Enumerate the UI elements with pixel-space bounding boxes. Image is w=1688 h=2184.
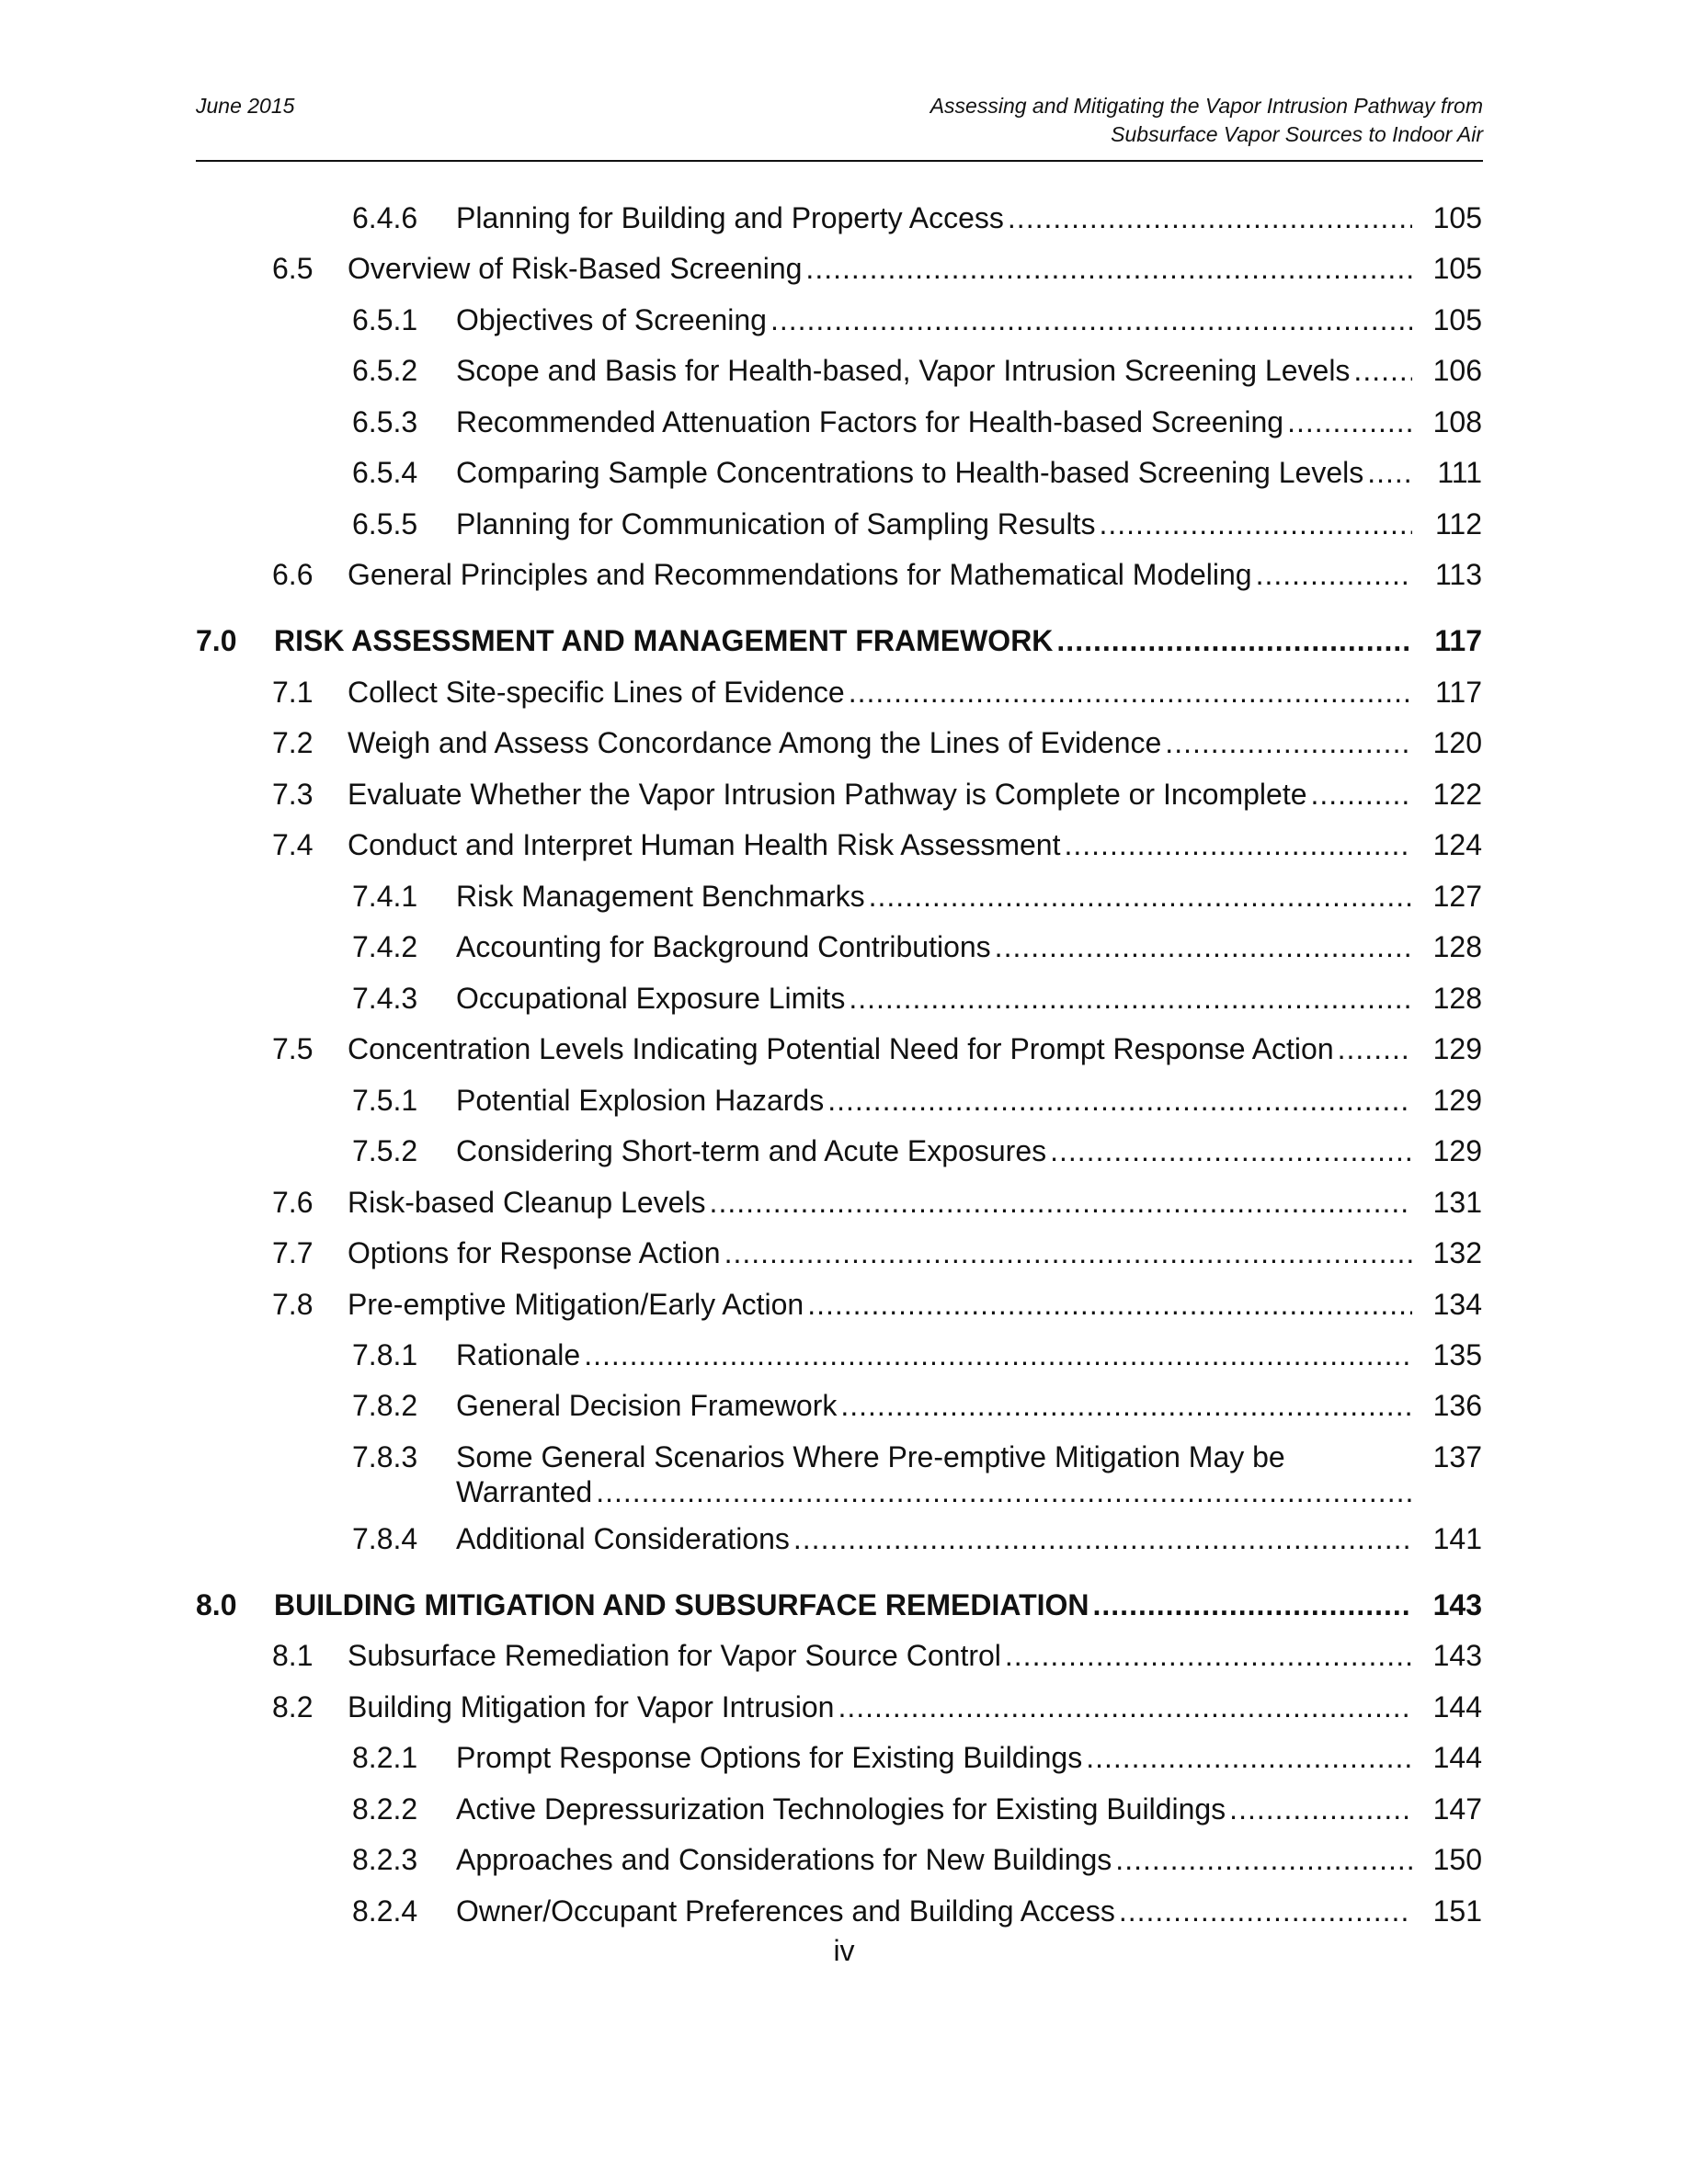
toc-entry-page: 143 (1432, 1639, 1482, 1672)
toc-entry-number: 6.6 (272, 558, 314, 591)
toc-entry-page: 117 (1434, 676, 1482, 709)
toc-entry-text (348, 1689, 1418, 1724)
toc-entry-number: 6.5.4 (352, 456, 418, 489)
toc-entry (272, 827, 1482, 864)
toc-entry-text (456, 879, 1418, 914)
toc-entry-page: 137 (1432, 1440, 1482, 1473)
toc-entry-text (456, 200, 1418, 235)
toc-entry (352, 1388, 1482, 1425)
toc-entry-title: Weigh and Assess Concordance Among the Lines of Evidence (348, 726, 1162, 759)
toc-entry (352, 506, 1482, 543)
toc-dot-leader (710, 1185, 1412, 1220)
toc-entry-title: Warranted (456, 1475, 593, 1508)
toc-entry-page: 111 (1437, 456, 1482, 489)
toc-entry-text (456, 1083, 1418, 1118)
toc-entry (352, 1337, 1482, 1374)
toc-entry-number: 6.5.2 (352, 354, 418, 387)
toc-dot-leader (584, 1337, 1412, 1372)
toc-entry-number: 7.3 (272, 778, 314, 811)
toc-entry (352, 1083, 1482, 1120)
toc-entry-page: 105 (1432, 201, 1482, 234)
toc-entry (352, 1439, 1482, 1513)
toc-entry (352, 404, 1482, 441)
toc-entry-page: 131 (1432, 1186, 1482, 1219)
toc-dot-leader (1093, 1587, 1413, 1622)
toc-entry-title: Planning for Building and Property Access (456, 201, 1004, 234)
toc-entry-text (456, 981, 1418, 1016)
toc-entry-page: 129 (1432, 1084, 1482, 1117)
toc-entry-text (456, 1133, 1418, 1168)
toc-entry-text (348, 777, 1418, 812)
toc-entry-page: 150 (1432, 1843, 1482, 1876)
toc-entry-page: 112 (1434, 507, 1482, 540)
toc-entry-number: 7.4 (272, 828, 314, 861)
toc-entry-title-line-1: Some General Scenarios Where Pre-emptive Mitigation May be (456, 1440, 1285, 1473)
toc-entry-title: Concentration Levels Indicating Potential Need for Prompt Response Action (348, 1032, 1334, 1065)
header-rule (196, 160, 1483, 162)
toc-entry-page: 128 (1432, 982, 1482, 1015)
toc-entry-number: 7.1 (272, 676, 314, 709)
toc-dot-leader (1353, 353, 1412, 388)
toc-entry-page: 117 (1434, 624, 1482, 657)
toc-entry-page: 105 (1432, 303, 1482, 336)
toc-entry-title: Rationale (456, 1338, 581, 1371)
toc-entry-number: 7.5.1 (352, 1084, 418, 1117)
toc-entry-title: Accounting for Background Contributions (456, 930, 991, 963)
toc-entry-page: 120 (1432, 726, 1482, 759)
toc-dot-leader (1119, 1894, 1412, 1928)
toc-entry-text (456, 1474, 1418, 1509)
toc-entry-title: Subsurface Remediation for Vapor Source Control (348, 1639, 1001, 1672)
toc-entry-text (348, 557, 1418, 592)
toc-entry (352, 1842, 1482, 1879)
toc-entry-text (348, 675, 1418, 710)
toc-entry-title: BUILDING MITIGATION AND SUBSURFACE REMEDIATION (274, 1588, 1089, 1621)
toc-entry-text (348, 251, 1418, 286)
toc-entry-text (456, 506, 1418, 541)
toc-entry-number: 8.2.4 (352, 1894, 418, 1928)
toc-entry (272, 675, 1482, 711)
toc-dot-leader (793, 1521, 1412, 1556)
toc-entry-number: 6.4.6 (352, 201, 418, 234)
toc-entry-text (456, 1388, 1418, 1423)
toc-entry-text (456, 302, 1418, 337)
toc-entry-number: 7.8.3 (352, 1440, 418, 1473)
toc-entry-text (348, 1638, 1418, 1673)
header-document-title (930, 92, 1483, 149)
toc-entry-number: 8.2 (272, 1690, 314, 1723)
toc-entry-number: 8.2.3 (352, 1843, 418, 1876)
toc-entry-text (456, 1740, 1418, 1775)
toc-dot-leader (805, 251, 1412, 286)
toc-entry-number: 7.4.1 (352, 880, 418, 913)
toc-entry-page: 127 (1432, 880, 1482, 913)
toc-entry (272, 1031, 1482, 1068)
toc-dot-leader (995, 929, 1412, 964)
toc-entry (272, 557, 1482, 594)
toc-entry-title: Scope and Basis for Health-based, Vapor Intrusion Screening Levels (456, 354, 1351, 387)
toc-entry-text (348, 827, 1418, 862)
toc-entry (272, 251, 1482, 288)
toc-entry-text (456, 1337, 1418, 1372)
toc-entry-title: Occupational Exposure Limits (456, 982, 846, 1015)
toc-dot-leader (869, 879, 1412, 914)
toc-entry (272, 1287, 1482, 1324)
page-header (196, 92, 1483, 161)
toc-entry (352, 200, 1482, 237)
toc-entry (272, 725, 1482, 762)
toc-entry-number: 7.5.2 (352, 1134, 418, 1167)
toc-entry-number: 7.4.2 (352, 930, 418, 963)
toc-entry-title: Conduct and Interpret Human Health Risk Assessment (348, 828, 1061, 861)
toc-entry (272, 777, 1482, 813)
toc-entry-title: General Principles and Recommendations for Mathematical Modeling (348, 558, 1252, 591)
toc-dot-leader (1056, 623, 1412, 658)
toc-entry-number: 7.7 (272, 1236, 314, 1269)
toc-entry-number: 6.5 (272, 252, 314, 285)
toc-entry-text (274, 623, 1418, 658)
toc-entry-text (456, 1521, 1418, 1556)
toc-dot-leader (827, 1083, 1412, 1118)
toc-entry-number: 7.8.4 (352, 1522, 418, 1555)
toc-entry-number: 8.1 (272, 1639, 314, 1672)
toc-entry-number: 7.0 (196, 624, 237, 657)
header-title-line-2: Subsurface Vapor Sources to Indoor Air (1111, 122, 1483, 146)
toc-entry-title: Risk-based Cleanup Levels (348, 1186, 706, 1219)
toc-dot-leader (849, 675, 1412, 710)
toc-entry-title: Pre-emptive Mitigation/Early Action (348, 1288, 804, 1321)
toc-dot-leader (1367, 455, 1412, 490)
toc-entry-title: Considering Short-term and Acute Exposures (456, 1134, 1047, 1167)
toc-dot-leader (1005, 1638, 1412, 1673)
toc-dot-leader (1099, 506, 1412, 541)
toc-entry (272, 1235, 1482, 1272)
toc-entry (352, 1894, 1482, 1930)
toc-dot-leader (1311, 777, 1413, 812)
toc-entry-title: Comparing Sample Concentrations to Health-based Screening Levels (456, 456, 1364, 489)
toc-dot-leader (1229, 1792, 1412, 1826)
toc-entry (196, 623, 1482, 660)
toc-entry (352, 1521, 1482, 1558)
toc-entry-title: Approaches and Considerations for New Buildings (456, 1843, 1112, 1876)
toc-entry-number: 7.8.1 (352, 1338, 418, 1371)
toc-entry-page: 135 (1432, 1338, 1482, 1371)
header-title-line-1: Assessing and Mitigating the Vapor Intrusion Pathway from (930, 94, 1483, 118)
toc-entry-text (348, 1031, 1418, 1066)
toc-entry-page: 144 (1432, 1690, 1482, 1723)
toc-entry-number: 8.2.1 (352, 1741, 418, 1774)
toc-entry-title: RISK ASSESSMENT AND MANAGEMENT FRAMEWORK (274, 624, 1054, 657)
toc-entry-page: 113 (1434, 558, 1482, 591)
toc-entry-page: 128 (1432, 930, 1482, 963)
toc-entry-text (456, 455, 1418, 490)
toc-entry-text (456, 404, 1418, 439)
toc-entry-text (348, 1235, 1418, 1270)
toc-entry-number: 7.6 (272, 1186, 314, 1219)
toc-entry (352, 1792, 1482, 1828)
toc-dot-leader (770, 302, 1412, 337)
toc-entry-page: 122 (1432, 778, 1482, 811)
toc-entry (272, 1185, 1482, 1222)
toc-entry-number: 6.5.5 (352, 507, 418, 540)
toc-entry-page: 136 (1432, 1389, 1482, 1422)
toc-dot-leader (1338, 1031, 1412, 1066)
toc-entry-page: 124 (1432, 828, 1482, 861)
toc-entry-page: 132 (1432, 1236, 1482, 1269)
toc-entry-title: Recommended Attenuation Factors for Health-based Screening (456, 405, 1284, 438)
toc-entry (352, 981, 1482, 1018)
toc-dot-leader (1287, 404, 1412, 439)
toc-entry (352, 929, 1482, 966)
toc-dot-leader (1008, 200, 1412, 235)
toc-entry-text (456, 929, 1418, 964)
toc-entry-text (456, 353, 1418, 388)
toc-entry-title: Active Depressurization Technologies for Existing Buildings (456, 1792, 1226, 1826)
toc-entry-title: Evaluate Whether the Vapor Intrusion Pathway is Complete or Incomplete (348, 778, 1307, 811)
toc-entry-page: 108 (1432, 405, 1482, 438)
toc-entry (352, 1740, 1482, 1777)
toc-entry-page: 147 (1432, 1792, 1482, 1826)
toc-dot-leader (1064, 827, 1412, 862)
toc-entry-page: 129 (1432, 1032, 1482, 1065)
header-date: June 2015 (196, 94, 295, 118)
toc-entry (352, 879, 1482, 916)
toc-entry-number: 6.5.1 (352, 303, 418, 336)
toc-entry-number: 8.0 (196, 1588, 237, 1621)
toc-entry-title: Risk Management Benchmarks (456, 880, 865, 913)
toc-entry-text (348, 1185, 1418, 1220)
toc-entry (272, 1638, 1482, 1675)
toc-entry-number: 7.2 (272, 726, 314, 759)
toc-entry-page: 143 (1432, 1588, 1482, 1621)
toc-entry-title: Overview of Risk-Based Screening (348, 252, 803, 285)
toc-entry-text (456, 1894, 1418, 1928)
toc-entry-title: Collect Site-specific Lines of Evidence (348, 676, 845, 709)
toc-entry-number: 6.5.3 (352, 405, 418, 438)
toc-entry-title: Potential Explosion Hazards (456, 1084, 825, 1117)
toc-entry-title: General Decision Framework (456, 1389, 838, 1422)
toc-entry-title: Objectives of Screening (456, 303, 767, 336)
toc-entry-text (456, 1792, 1418, 1826)
toc-entry-number: 7.8.2 (352, 1389, 418, 1422)
toc-entry-number: 8.2.2 (352, 1792, 418, 1826)
toc-dot-leader (840, 1388, 1412, 1423)
toc-dot-leader (807, 1287, 1412, 1322)
toc-dot-leader (1050, 1133, 1412, 1168)
toc-entry-title: Owner/Occupant Preferences and Building Access (456, 1894, 1115, 1928)
toc-entry-page: 129 (1432, 1134, 1482, 1167)
toc-entry-page: 134 (1432, 1288, 1482, 1321)
toc-entry-number: 7.8 (272, 1288, 314, 1321)
toc-dot-leader (1115, 1842, 1412, 1877)
page-number: iv (833, 1934, 855, 1967)
toc-entry-title: Additional Considerations (456, 1522, 790, 1555)
toc-dot-leader (849, 981, 1412, 1016)
toc-entry-text (274, 1587, 1418, 1622)
toc-entry-title: Building Mitigation for Vapor Intrusion (348, 1690, 835, 1723)
toc-entry-page: 151 (1432, 1894, 1482, 1928)
toc-dot-leader (1086, 1740, 1412, 1775)
toc-dot-leader (1165, 725, 1412, 760)
toc-entry (272, 1689, 1482, 1726)
toc-entry (352, 1133, 1482, 1170)
toc-entry-page: 106 (1432, 354, 1482, 387)
toc-entry-page: 105 (1432, 252, 1482, 285)
toc-entry-number: 7.4.3 (352, 982, 418, 1015)
toc-entry-page: 141 (1432, 1522, 1482, 1555)
toc-entry-text (348, 1287, 1418, 1322)
toc-dot-leader (1256, 557, 1412, 592)
toc-dot-leader (596, 1474, 1412, 1509)
toc-entry-title: Options for Response Action (348, 1236, 721, 1269)
toc-entry (352, 353, 1482, 390)
toc-dot-leader (838, 1689, 1412, 1724)
toc-entry-title: Planning for Communication of Sampling Results (456, 507, 1096, 540)
toc-entry (352, 455, 1482, 492)
toc-entry-title: Prompt Response Options for Existing Buildings (456, 1741, 1083, 1774)
toc-entry-text (348, 725, 1418, 760)
toc-entry (352, 302, 1482, 339)
toc-entry (196, 1587, 1482, 1624)
toc-entry-page: 144 (1432, 1741, 1482, 1774)
toc-dot-leader (724, 1235, 1412, 1270)
toc-entry-number: 7.5 (272, 1032, 314, 1065)
toc-entry-text (456, 1842, 1418, 1877)
